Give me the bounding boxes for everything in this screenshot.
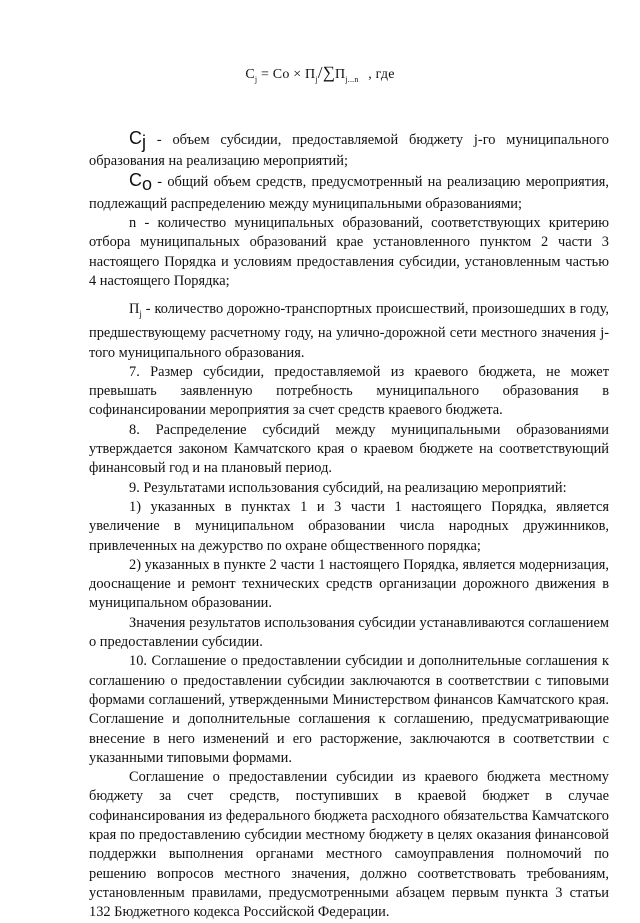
paragraph-results-values: Значения результатов использования субсидии устанавливаются соглашением о предоставлении субсидии. — [89, 614, 609, 651]
definition-text: - объем субсидии, предоставляемой бюджету j-го муниципального образования на реализацию мероприятий; — [89, 132, 609, 170]
paragraph-agreement-federal: Соглашение о предоставлении субсидии из краевого бюджета местному бюджету за счет средств, поступивших в краевой бюджет в случае софинансирования из федерального бюджета расходного обязательства Камчатского края по предоставлению субсидии местному бюджету в целях оказания финансовой поддержки выполнения органами местного самоуправления полномочий по решению вопросов местного значения, должно соответствовать требованиям, установленным правилами, предусмотренными абзацем первым пункта 3 статьи 132 Бюджетного кодекса Российской Федерации. — [89, 769, 609, 921]
paragraph-9-item-1: 1) указанных в пунктах 1 и 3 части 1 настоящего Порядка, является увеличение в муниципальном образовании числа народных дружинников, привлеченных на дежурство по охране общественного порядка; — [89, 498, 609, 554]
formula-rhs: П — [335, 67, 346, 82]
definition-symbol-sub: j — [142, 131, 146, 152]
definition-symbol-sub: o — [142, 174, 153, 195]
formula-rhs-sub: j...n — [345, 74, 359, 84]
definition-symbol: П — [129, 301, 140, 318]
formula-eq: = Co × П — [257, 67, 316, 82]
definition-symbol-sub: j — [139, 309, 142, 319]
formula-lhs: C — [245, 67, 255, 82]
paragraph-9-item-2: 2) указанных в пункте 2 части 1 настоящего Порядка, является модернизация, дооснащение и ремонт технических средств организации дорожного движения в муниципальном образовании. — [89, 556, 609, 612]
definition-text: - общий объем средств, предусмотренный на реализацию мероприятия, подлежащий распределению между муниципальными образованиями; — [89, 174, 609, 212]
definition-text: - количество муниципальных образований, соответствующих критерию отбора муниципальных образований крае установленного пунктом 2 части 3 настоящего Порядка и условиям предоставления субсидии, установленным частью 4 настоящего Порядка; — [89, 214, 609, 289]
paragraph-10: 10. Соглашение о предоставлении субсидии и дополнительные соглашения к соглашению о предоставлении субсидии заключаются в соответствии с типовыми формами соглашений, утвержденными Министерством финансов Камчатского края. Соглашение и дополнительные соглашения к соглашению, предусматривающие внесение в него изменений и его расторжение, заключаются в соответствии с указанными типовыми формами. — [89, 653, 609, 766]
paragraph-7: 7. Размер субсидии, предоставляемой из краевого бюджета, не может превышать заявленную потребность муниципального образования в софинансировании мероприятия за счет средств краевого бюджета. — [89, 363, 609, 419]
definition-symbol: n — [129, 214, 137, 231]
formula-lhs-sub: j — [254, 74, 258, 84]
paragraph-9: 9. Результатами использования субсидий, на реализацию мероприятий: — [129, 479, 567, 496]
formula-sum: /∑ — [317, 63, 336, 82]
definition-text: - количество дорожно-транспортных происшествий, произошедших в году, предшествующему расчетному году, на улично-дорожной сети местного значения j-того муниципального образования. — [89, 301, 609, 361]
definition-cj — [89, 129, 609, 171]
definition-co — [89, 171, 609, 213]
paragraph-8: 8. Распределение субсидий между муниципальными образованиями утверждается законом Камчатского края о краевом бюджете на соответствующий финансовый год и на плановый период. — [89, 421, 609, 477]
definition-symbol: C — [129, 128, 142, 148]
formula-mid-sub: j — [315, 74, 318, 84]
definition-n — [89, 214, 609, 291]
subsidy-formula — [0, 63, 640, 84]
definition-symbol: C — [129, 170, 142, 191]
definition-pj — [89, 300, 609, 363]
document-body — [89, 129, 609, 923]
formula-tail: , где — [364, 67, 395, 82]
